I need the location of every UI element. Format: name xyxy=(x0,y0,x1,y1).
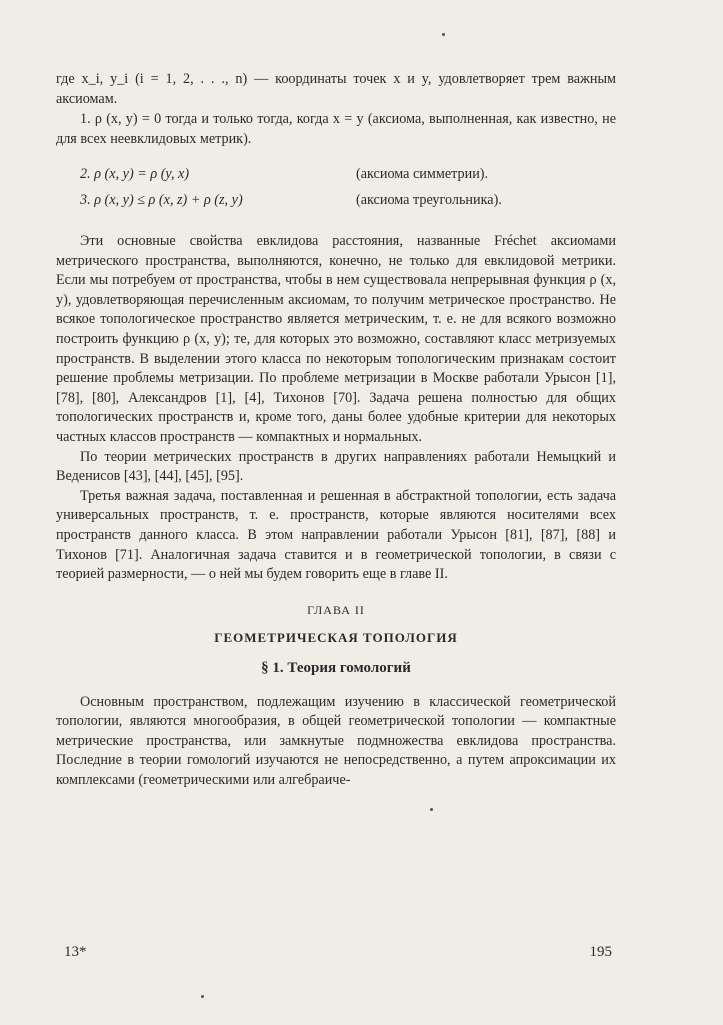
section-title: § 1. Теория гомологий xyxy=(261,659,411,676)
axiom-1: 1. ρ (x, y) = 0 тогда и только тогда, когда x = y (аксиома, выполненная, как известно, не для всех неевклидовых метрик). xyxy=(56,111,616,147)
paragraph-metric-space: Эти основные свойства евклидова расстояния, названные Fréchet аксиомами метрического пространства, выполняются, конечно, не только для евклидовой метрики. Если мы потребуем от пространства, чтобы в нем существовала непрерывная функция ρ (x, y), удовлетворяющая перечисленным аксиомам, то получим метрическое пространство. Не всякое топологическое пространство является метрическим, т. е. не для всякого возможно построить функцию ρ (x, y); те, для которых это возможно, составляют класс метризуемых пространств. В выделении этого класса по некоторым топологическим признакам состоит решение проблемы метризации. По проблеме метризации в Москве работали Урысон [1], [78], [80], Александров [1], [4], Тихонов [70]. Задача решена полностью для общих топологических пространств и, кроме того, даны более удобные критерии для некоторых частных классов пространств — компактных и нормальных. xyxy=(56,233,616,445)
paragraph-homology: Основным пространством, подлежащим изучению в классической геометрической топологии, являются многообразия, в общей геометрической топологии — компактные метрические пространства, или замкнутые подмножества евклидова пространства. Последние в теории гомологий изучаются не непосредственно, а путем апроксимации их комплексами (геометрическими или алгебраиче- xyxy=(56,693,616,789)
ink-speck xyxy=(201,995,204,998)
ink-speck xyxy=(430,808,433,811)
axiom-2-formula: 2. ρ (x, y) = ρ (y, x) xyxy=(80,166,190,182)
page-number: 195 xyxy=(589,944,612,960)
axiom-2-comment: (аксиома симметрии). xyxy=(356,166,489,182)
signature-mark: 13* xyxy=(64,944,87,960)
axiom-3 xyxy=(56,192,616,218)
axiom-2 xyxy=(56,166,616,192)
paragraph-other-directions: По теории метрических пространств в других направлениях работали Немыцкий и Веденисов [43], [44], [45], [95]. xyxy=(56,448,616,485)
axiom-3-comment: (аксиома треугольника). xyxy=(356,192,502,208)
paragraph-coordinates: где x_i, y_i (i = 1, 2, . . ., n) — координаты точек x и y, удовлетворяет трем важным аксиомам. xyxy=(56,71,616,107)
ink-speck xyxy=(442,33,445,36)
page-body xyxy=(56,70,616,791)
chapter-title: ГЕОМЕТРИЧЕСКАЯ ТОПОЛОГИЯ xyxy=(214,629,458,645)
paragraph-universal-spaces: Третья важная задача, поставленная и решенная в абстрактной топологии, есть задача универсальных пространств, т. е. пространств, которые являются носителями всех пространств данного класса. В этом направлении работали Урысон [81], [87], [88] и Тихонов [71]. Аналогичная задача ставится и в геометрической топологии, в связи с теорией размерности, — о ней мы будем говорить еще в главе II. xyxy=(56,487,616,583)
axiom-3-formula: 3. ρ (x, y) ≤ ρ (x, z) + ρ (z, y) xyxy=(80,192,243,208)
chapter-label: ГЛАВА II xyxy=(307,602,365,617)
